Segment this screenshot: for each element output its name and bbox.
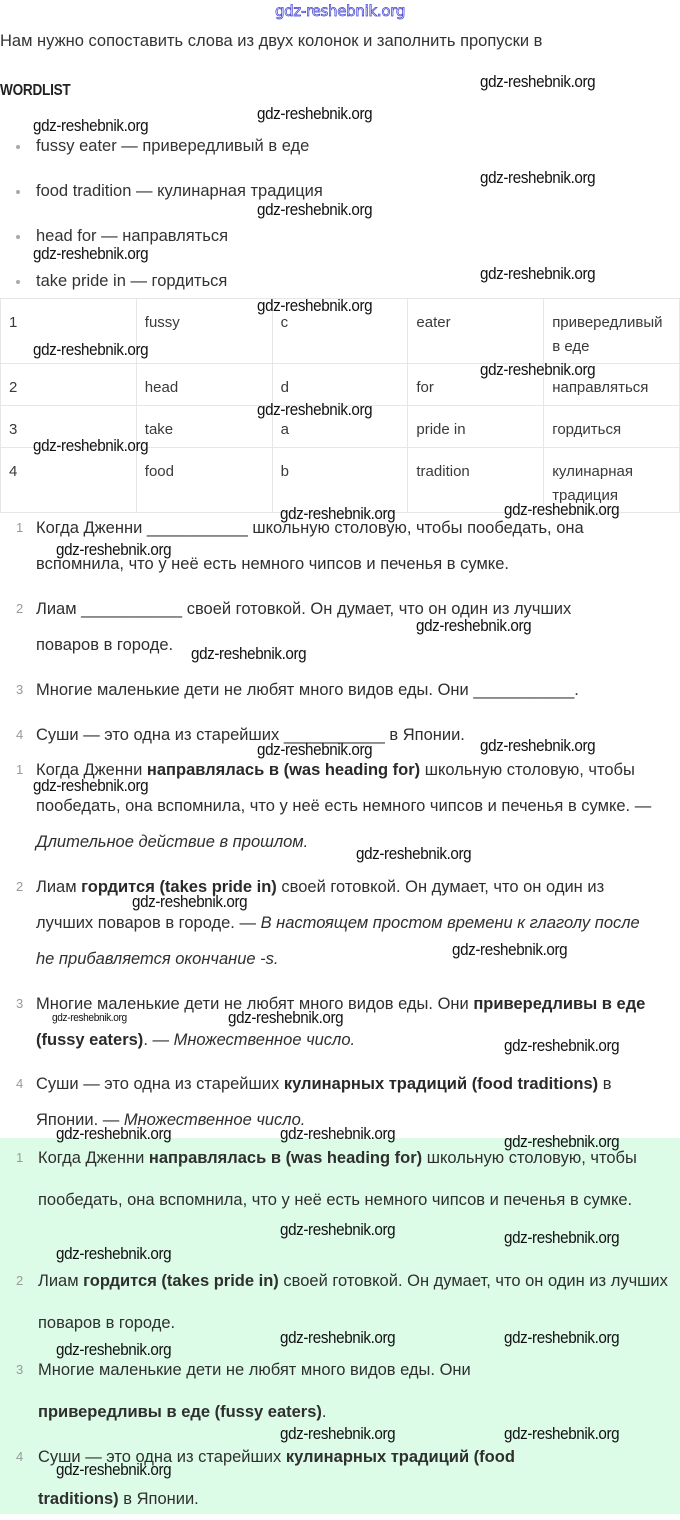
final-answer: 1 Когда Дженни направлялась в (was heading for) школьную столовую, чтобы пообедать, она вспомнила, что у неё есть немного чипсов и печенья в сумке. [0, 1137, 678, 1263]
watermark: gdz-reshebnik.org [504, 1329, 620, 1347]
answer-bold: направлялась в (was heading for) [148, 1149, 423, 1167]
item-number: 3 [16, 1362, 24, 1377]
watermark: gdz-reshebnik.org [504, 501, 620, 519]
item-number: 2 [16, 879, 24, 894]
watermark: gdz-reshebnik.org [356, 845, 472, 863]
answer-bold: гордится (takes pride in) [83, 1272, 279, 1290]
item-number: 4 [16, 1076, 24, 1091]
item-number: 4 [16, 1449, 24, 1464]
table-cell: tradition [408, 448, 544, 513]
watermark: gdz-reshebnik.org [480, 737, 596, 755]
answer-english: (food traditions) [471, 1075, 599, 1093]
table-cell: 1 [1, 299, 137, 364]
explained-answer: 3 Многие маленькие дети не любят много видов еды. Они привередливы в еде (fussy eaters). — Множественное число. [0, 986, 675, 1061]
watermark: gdz-reshebnik.org [257, 297, 373, 315]
answer-english: (was heading for) [283, 761, 421, 779]
bullet-icon [16, 145, 20, 149]
blank: ___________ [473, 681, 575, 699]
table-cell: for [408, 364, 544, 406]
watermark: gdz-reshebnik.org [504, 1133, 620, 1151]
answer-english: (takes pride in) [159, 878, 277, 896]
table-cell: кулинарная традиция [544, 448, 680, 513]
grammar-note: Множественное число. [173, 1031, 356, 1049]
watermark: gdz-reshebnik.org [416, 617, 532, 635]
watermark: gdz-reshebnik.org [228, 1009, 344, 1027]
bullet-icon [16, 190, 20, 194]
site-watermark-top: gdz-reshebnik.org [274, 2, 406, 20]
intro-text: Нам нужно сопоставить слова из двух колонок и заполнить пропуски в [0, 32, 543, 50]
watermark: gdz-reshebnik.org [132, 893, 248, 911]
watermark: gdz-reshebnik.org [480, 169, 596, 187]
answer-bold: гордится [81, 878, 155, 896]
grammar-note: Множественное число. [123, 1111, 306, 1129]
item-number: 1 [16, 520, 24, 535]
table-cell: food [136, 448, 272, 513]
table-cell: привередливый в еде [544, 299, 680, 364]
grammar-note: Длительное действие в прошлом. [36, 833, 309, 851]
watermark: gdz-reshebnik.org [280, 505, 396, 523]
watermark: gdz-reshebnik.org [280, 1221, 396, 1239]
item-number: 1 [16, 762, 24, 777]
watermark: gdz-reshebnik.org [33, 777, 149, 795]
watermark: gdz-reshebnik.org [504, 1229, 620, 1247]
watermark: gdz-reshebnik.org [480, 73, 596, 91]
watermark: gdz-reshebnik.org [56, 541, 172, 559]
table-cell: eater [408, 299, 544, 364]
table-cell: c [272, 299, 408, 364]
watermark: gdz-reshebnik.org [480, 361, 596, 379]
item-number: 4 [16, 727, 24, 742]
final-answer: 4 Суши — это одна из старейших кулинарных традиций (food traditions) в Японии. [0, 1436, 678, 1520]
table-cell: fussy [136, 299, 272, 364]
item-number: 3 [16, 996, 24, 1011]
watermark: gdz-reshebnik.org [56, 1461, 172, 1479]
watermark: gdz-reshebnik.org [452, 941, 568, 959]
watermark: gdz-reshebnik.org [280, 1125, 396, 1143]
watermark: gdz-reshebnik.org [257, 105, 373, 123]
exercise-item: 4 Суши — это одна из старейших ___________ в Японии. [0, 717, 675, 757]
watermark: gdz-reshebnik.org [257, 741, 373, 759]
bullet-icon [16, 235, 20, 239]
watermark: gdz-reshebnik.org [480, 265, 596, 283]
bullet-icon [16, 280, 20, 284]
watermark: gdz-reshebnik.org [33, 341, 149, 359]
answer-bold: привередливы в еде [473, 995, 646, 1013]
item-number: 2 [16, 1273, 24, 1288]
item-number: 1 [16, 1150, 24, 1165]
exercise-item: 2 Лиам ___________ своей готовкой. Он думает, что он один из лучших поваров в городе. [0, 591, 675, 671]
watermark: gdz-reshebnik.org [52, 1012, 127, 1024]
watermark: gdz-reshebnik.org [257, 201, 373, 219]
watermark: gdz-reshebnik.org [33, 437, 149, 455]
explained-answer: 4 Суши — это одна из старейших кулинарных традиций (food traditions) в Японии. — Множественное число. [0, 1066, 675, 1141]
answer-english: (fussy eaters) [36, 1031, 144, 1049]
blank: ___________ [283, 726, 385, 744]
blank: ___________ [81, 600, 183, 618]
watermark: gdz-reshebnik.org [33, 245, 149, 263]
watermark: gdz-reshebnik.org [33, 117, 149, 135]
table-cell: a [272, 406, 408, 448]
final-answer: 3 Многие маленькие дети не любят много видов еды. Они привередливы в еде (fussy eaters). [0, 1349, 678, 1433]
table-cell: 3 [1, 406, 137, 448]
final-answer: 2 Лиам гордится (takes pride in) своей готовкой. Он думает, что он один из лучших поваров в городе. [0, 1260, 678, 1344]
table-cell: b [272, 448, 408, 513]
table-cell: d [272, 364, 408, 406]
watermark: gdz-reshebnik.org [56, 1245, 172, 1263]
watermark: gdz-reshebnik.org [56, 1341, 172, 1359]
watermark: gdz-reshebnik.org [257, 401, 373, 419]
watermark: gdz-reshebnik.org [280, 1329, 396, 1347]
table-cell: pride in [408, 406, 544, 448]
table-cell: head [136, 364, 272, 406]
answer-bold: кулинарных традиций (food traditions) [38, 1448, 515, 1508]
table-cell: направляться [544, 364, 680, 406]
exercise-item: 3 Многие маленькие дети не любят много видов еды. Они ___________. [0, 672, 675, 712]
item-number: 3 [16, 682, 24, 697]
explained-answer: 2 Лиам гордится (takes pride in) своей готовкой. Он думает, что он один из лучших поваров в городе. — В настоящем простом времени к глаголу после he прибавляется окончание -s. [0, 869, 675, 979]
blank: ___________ [146, 519, 248, 537]
watermark: gdz-reshebnik.org [56, 1125, 172, 1143]
answer-bold: привередливы в еде (fussy eaters) [38, 1403, 322, 1421]
table-cell: take [136, 406, 272, 448]
grammar-note: В настоящем простом времени к глаголу после he прибавляется окончание -s. [36, 914, 640, 968]
exercise-item: 1 Когда Дженни ___________ школьную столовую, чтобы пообедать, она вспомнила, что у неё есть немного чипсов и печенья в сумке. [0, 510, 675, 590]
watermark: gdz-reshebnik.org [280, 1425, 396, 1443]
watermark: gdz-reshebnik.org [191, 645, 307, 663]
table-cell: 4 [1, 448, 137, 513]
table-cell: гордиться [544, 406, 680, 448]
table-cell: 2 [1, 364, 137, 406]
watermark: gdz-reshebnik.org [504, 1037, 620, 1055]
explained-answer: 1 Когда Дженни направлялась в (was heading for) школьную столовую, чтобы пообедать, она вспомнила, что у неё есть немного чипсов и печенья в сумке. — Длительное действие в прошлом. [0, 752, 675, 862]
wordlist-title: WORDLIST [0, 82, 71, 99]
watermark: gdz-reshebnik.org [504, 1425, 620, 1443]
item-number: 2 [16, 601, 24, 616]
answer-bold: направлялась в [146, 761, 279, 779]
answer-bold: кулинарных традиций [283, 1075, 468, 1093]
